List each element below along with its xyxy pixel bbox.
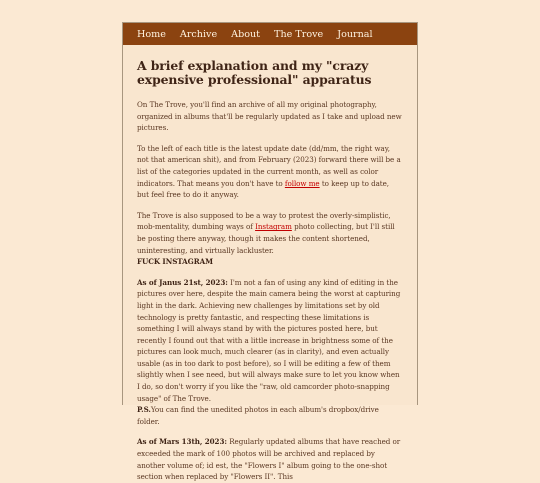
nav-the-trove[interactable]: The Trove (274, 28, 324, 40)
nav-archive[interactable]: Archive (179, 28, 218, 40)
update-text-janus: I'm not a fan of using any kind of editing in the pictures over here, despite the main camera being the worst at capturing light in the dark. Achieving new challenges by limitations set by old technology is pretty fantastic, and respecting these limitations is something I will always stand by with the pictures posted here, but recently I found out that with a little increase in brightness some of the pictures can look much, much clearer (as in clarity), and even actually usable (as in too dark to post before), so I will be editing a few of them slightly when I see need, but will always make sure to let you know when I do, so don't worry if you like the "raw, old camcorder photo-snapping usage" of The Trove. (137, 277, 401, 403)
paragraph-intro: On The Trove, you'll find an archive of all my original photography, organized in albums that'll be regularly updated as I take and upload new pictures. (137, 100, 402, 133)
paragraph-dates-text-a: To the left of each title is the latest update date (dd/mm, the right way, not that american shit), and from February (2023) forward there will be a list of the categories updated in the current month, as well as color indicators. That means you don't have to (137, 143, 401, 188)
paragraph-instagram-text-a: The Trove is also supposed to be a way to protest the overly-simplistic, mob-mentality, dumbing ways of (137, 210, 391, 232)
paragraph-update-mars (137, 436, 403, 482)
ps-text: You can find the unedited photos in each album's dropbox/drive folder. (137, 405, 379, 426)
nav-about[interactable]: About (231, 28, 261, 40)
follow-me-link[interactable]: follow me (284, 178, 320, 188)
update-date-mars: As of Mars 13th, 2023: (137, 437, 227, 447)
paragraph-update-janus (137, 277, 403, 428)
article-title: A brief explanation and my "crazy expensive professional" apparatus (137, 58, 372, 87)
fuck-instagram-heading: FUCK INSTAGRAM (137, 257, 213, 267)
top-nav (123, 23, 417, 45)
article (123, 45, 417, 483)
ps-label: P.S. (137, 405, 151, 415)
paragraph-instagram (137, 210, 403, 268)
instagram-link[interactable]: Instagram (255, 222, 292, 232)
paragraph-dates-text-b: to keep up to date, but feel free to do it anyway. (137, 178, 390, 200)
page-container (122, 22, 418, 482)
update-date-janus: As of Janus 21st, 2023: (137, 277, 228, 287)
paragraph-instagram-text-b: photo collecting, but I'll still be posting there anyway, though it makes the content shortened, uninteresting, and virtually lackluster. (137, 222, 395, 255)
paragraph-dates (137, 143, 403, 201)
update-text-mars: Regularly updated albums that have reached or exceeded the mark of 100 photos will be archived and replaced by another volume of; id est, the "Flowers I" album going to the one-shot section when replaced by "Flowers II". This (137, 437, 401, 482)
nav-home[interactable]: Home (137, 28, 166, 40)
nav-journal[interactable]: Journal (337, 28, 373, 40)
